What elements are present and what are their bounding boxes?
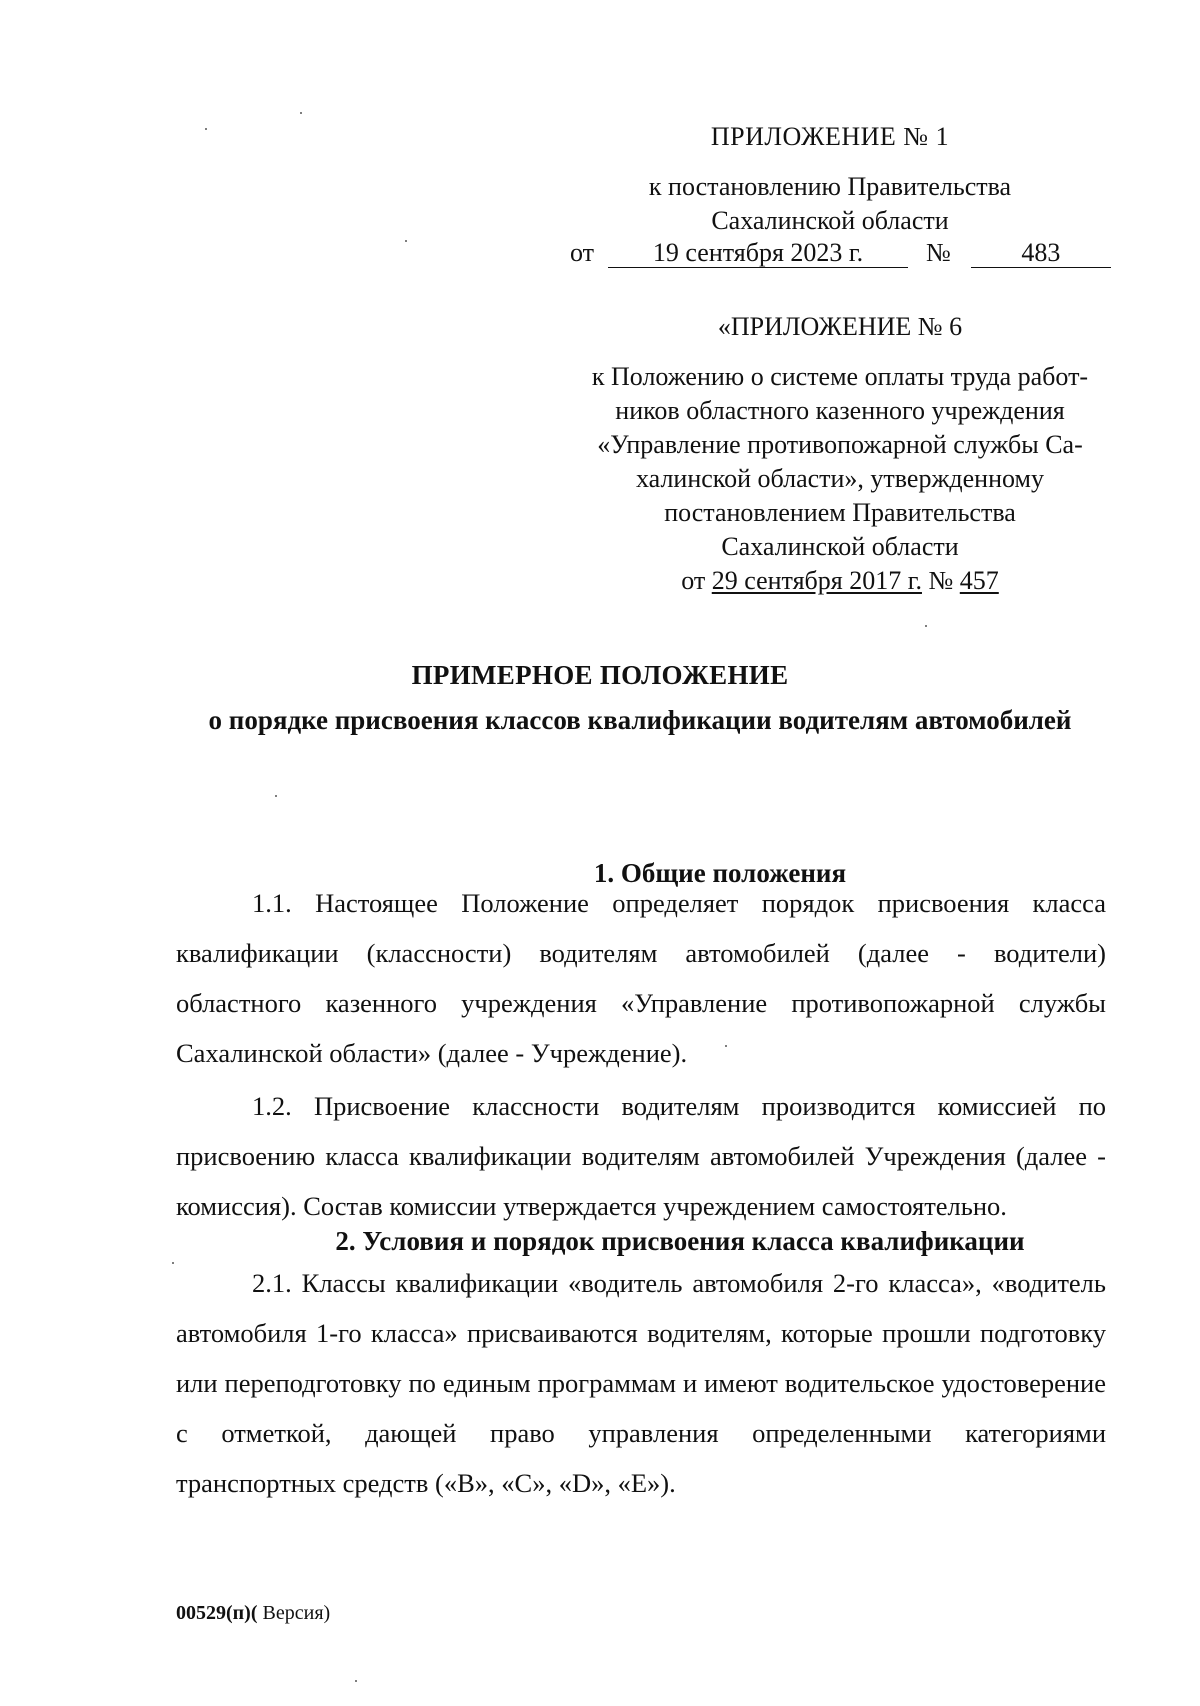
footer-code: 00529(п)( [176,1602,258,1624]
appendix-1-date-line [570,236,1111,270]
appendix-1-line: к постановлению Правительства [648,172,1012,201]
scan-speck [405,240,407,242]
scan-speck [725,1045,727,1047]
document-title: ПРИМЕРНОЕ ПОЛОЖЕНИЕ [411,660,789,690]
footer-version: Версия) [257,1602,331,1624]
appendix-6-line: халинской области», утвержденному [636,464,1044,493]
section-1-heading: 1. Общие положения [593,858,847,888]
document-subtitle: о порядке присвоения классов квалификации водителям автомобилей [208,705,1072,735]
scan-speck [300,112,302,114]
appendix-1-header [570,120,1090,238]
number-label: № [928,566,954,595]
section-2-heading: 2. Условия и порядок присвоения класса квалификации [335,1226,1025,1256]
from-label: от [681,566,706,595]
number-label: № [926,238,951,267]
scan-speck [172,1262,174,1264]
resolution-number: 483 [971,239,1111,268]
regulation-number: 457 [959,566,999,595]
paragraph-1-2: 1.2. Присвоение классности водителям производится комиссией по присвоению класса квалификации водителям автомобилей Учреждения (далее - комиссия). Состав комиссии утверждается учреждением самостоятельно. [176,1091,1106,1221]
appendix-6-line: Сахалинской области [721,532,959,561]
appendix-1-line: Сахалинской области [711,206,949,235]
resolution-date: 19 сентября 2023 г. [608,239,908,268]
scan-speck [925,625,927,627]
appendix-6-title: «ПРИЛОЖЕНИЕ № 6 [717,312,963,341]
regulation-date: 29 сентября 2017 г. [711,566,922,595]
scan-speck [275,795,277,797]
appendix-6-date-line [560,564,1120,598]
scan-speck [205,128,207,130]
appendix-1-title: ПРИЛОЖЕНИЕ № 1 [710,122,950,151]
appendix-6-line: «Управление противопожарной службы Са- [597,430,1083,459]
paragraph-1-1: 1.1. Настоящее Положение определяет порядок присвоения класса квалификации (классности) водителям автомобилей (далее - водители) областного казенного учреждения «Управление противопожарной службы Сахалинской области» (далее - Учреждение). [176,888,1106,1068]
from-label: от [570,238,595,267]
appendix-6-line: к Положению о системе оплаты труда работ- [591,362,1089,391]
scan-speck [355,1680,357,1682]
appendix-6-header [560,310,1120,598]
document-footer-code [176,1602,330,1625]
appendix-6-line: ников областного казенного учреждения [615,396,1065,425]
appendix-6-line: постановлением Правительства [664,498,1016,527]
paragraph-2-1: 2.1. Классы квалификации «водитель автомобиля 2-го класса», «водитель автомобиля 1-го класса» присваиваются водителям, которые прошли подготовку или переподготовку по единым программам и имеют водительское удостоверение с отметкой, дающей право управления определенными категориями транспортных средств («B», «C», «D», «E»). [176,1268,1106,1498]
